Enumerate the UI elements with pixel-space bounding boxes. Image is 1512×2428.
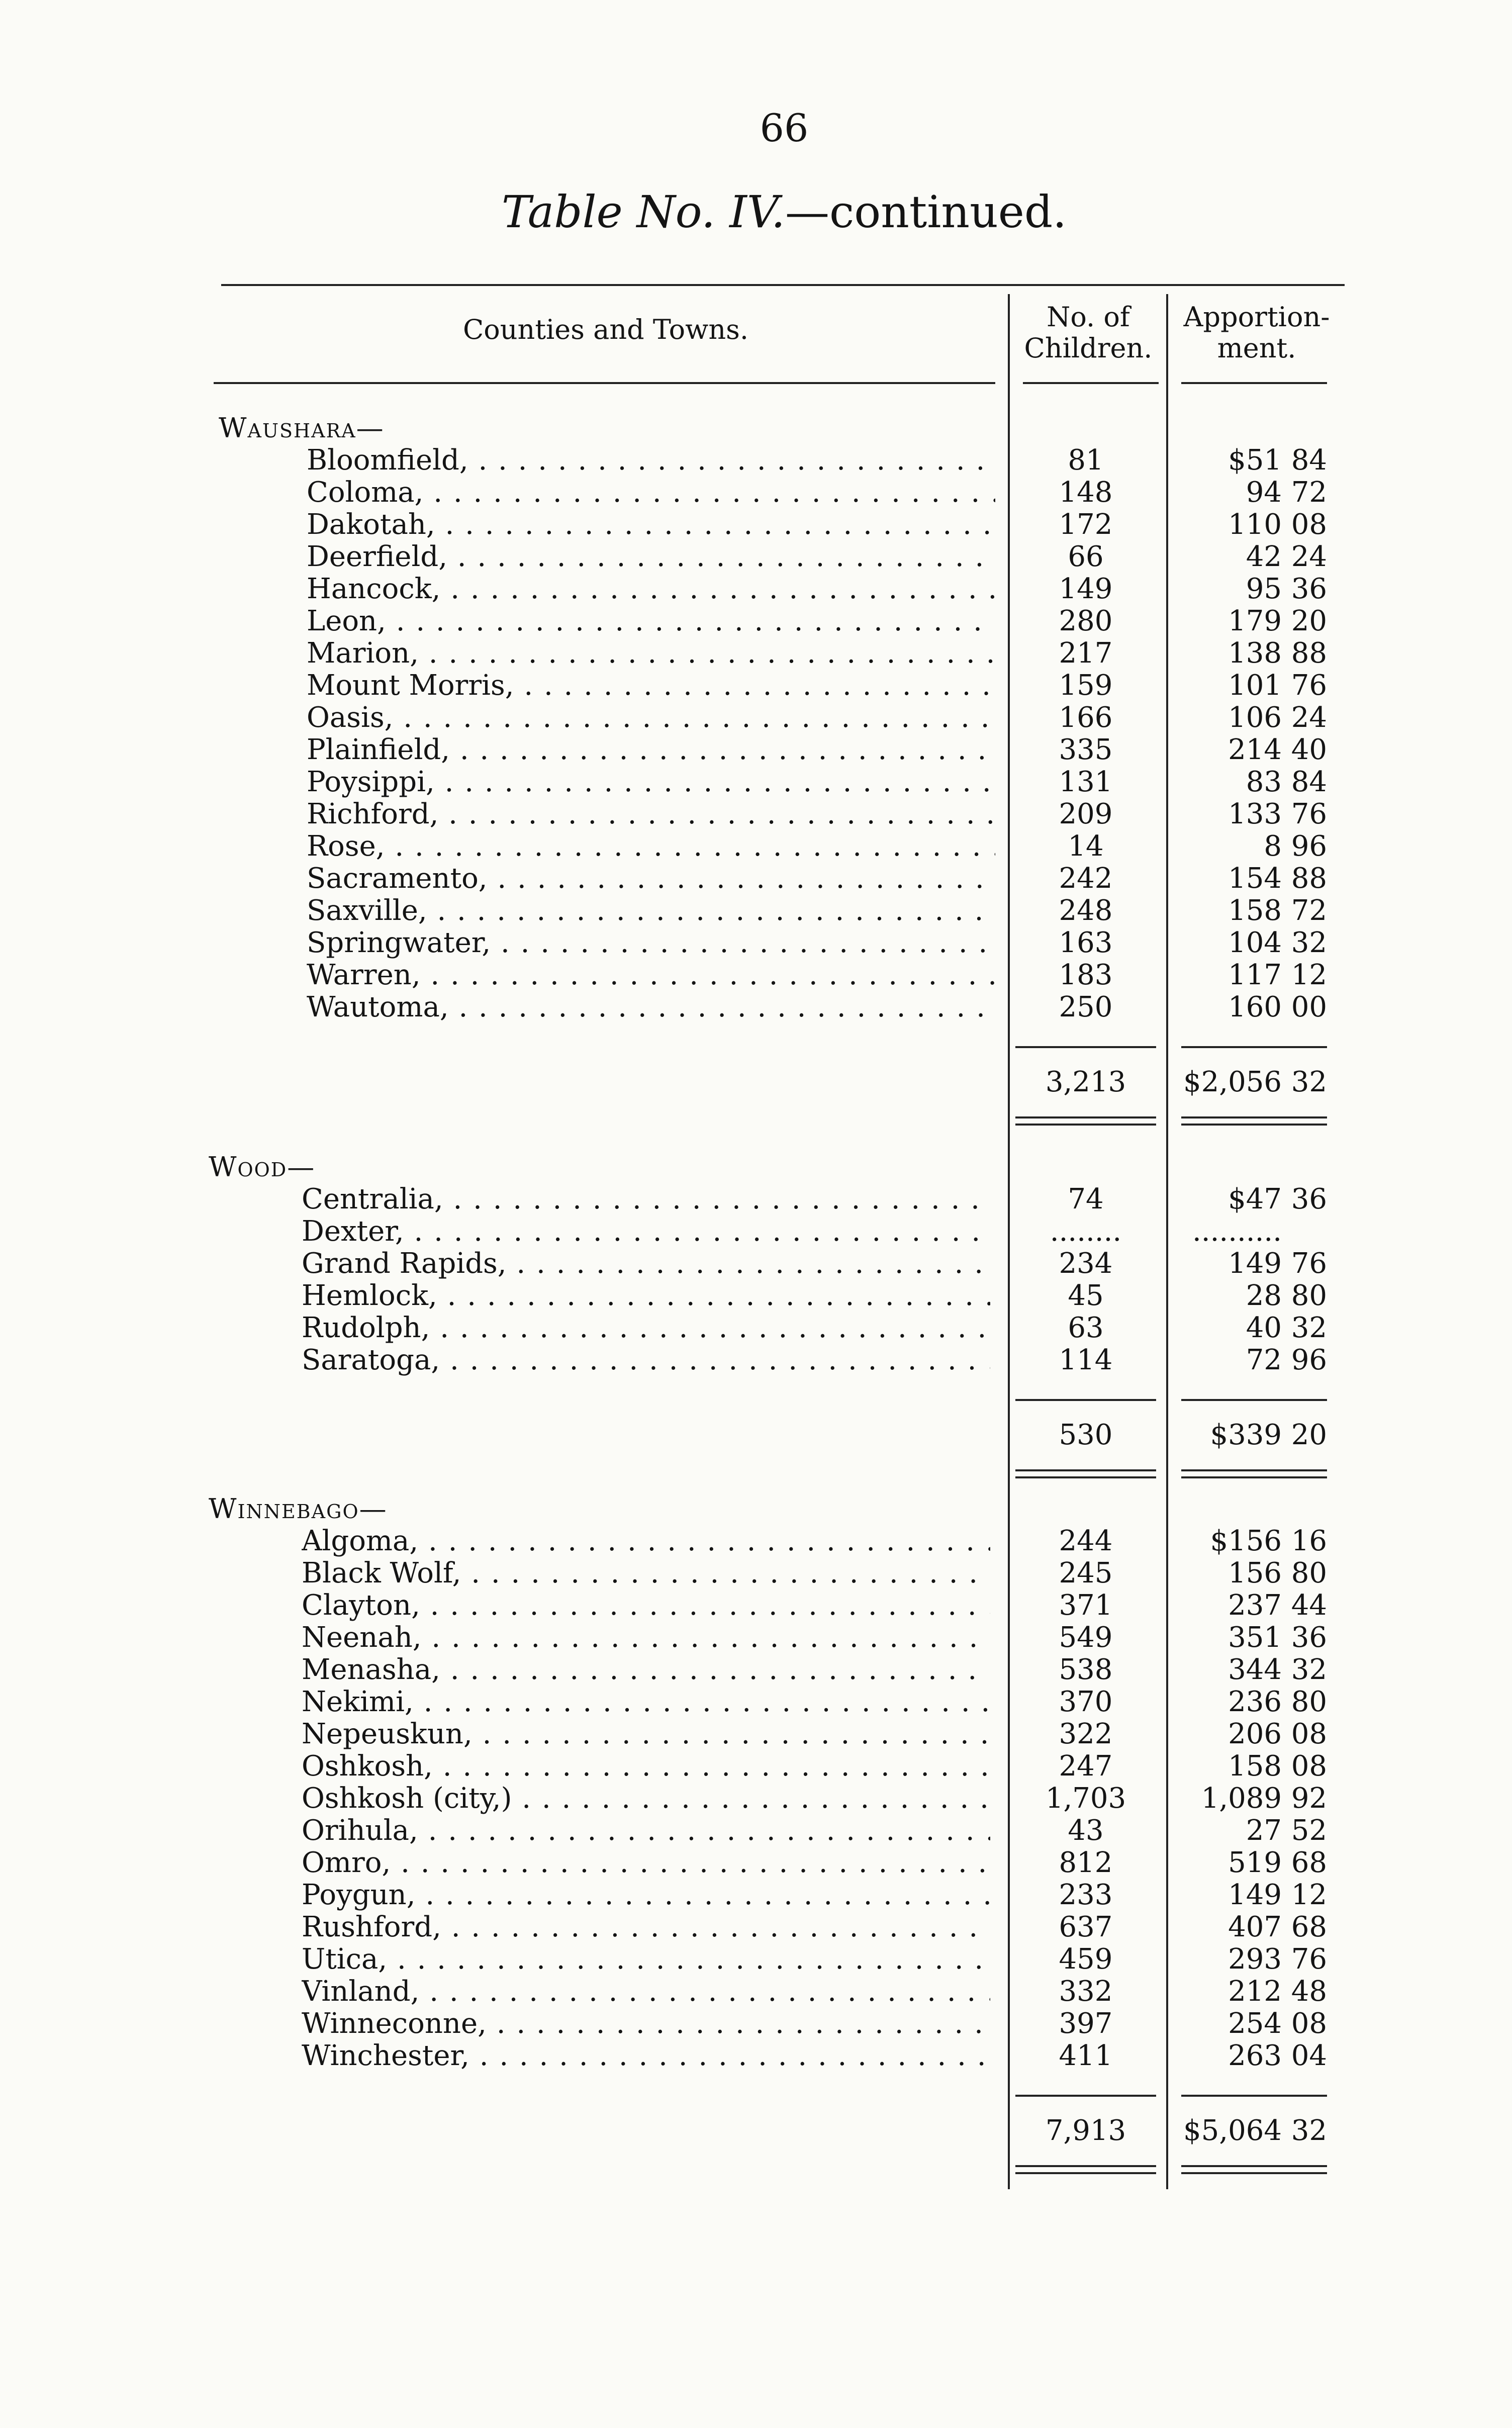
- town-name: [307, 863, 995, 895]
- apportionment-cents: 00: [1291, 991, 1327, 1023]
- table-row: [209, 1911, 1332, 1943]
- town-name: [307, 991, 995, 1023]
- children-count: 217: [1059, 637, 1113, 670]
- apportionment-dollars: 104: [1228, 926, 1282, 959]
- town-name-text: Menasha,: [302, 1654, 440, 1686]
- town-name-text: Winchester,: [302, 2040, 469, 2072]
- town-name-text: Oshkosh (city,): [302, 1783, 512, 1815]
- total-apportionment-cents: 20: [1291, 1419, 1327, 1451]
- apportionment-cents: 16: [1291, 1525, 1327, 1557]
- header-rule-apportionment: [1181, 382, 1327, 384]
- header-children-line2: Children.: [1024, 332, 1153, 364]
- children-count: 242: [1059, 862, 1113, 895]
- subtotal-rule: [1015, 1399, 1156, 1401]
- town-name: [302, 1943, 990, 1976]
- table-title: [0, 186, 1512, 238]
- town-name: [307, 444, 995, 477]
- children-count: 74: [1068, 1183, 1104, 1216]
- apportionment-cents: 96: [1291, 1344, 1327, 1376]
- town-name-text: Poysippi,: [307, 766, 435, 798]
- top-rule: [221, 284, 1345, 286]
- town-name-text: Poygun,: [302, 1879, 416, 1911]
- total-apportionment-dollars: $2,056: [1183, 1066, 1282, 1098]
- town-name-text: Orihula,: [302, 1815, 418, 1847]
- apportionment-cents: 12: [1291, 1879, 1327, 1911]
- children-count: 114: [1059, 1344, 1113, 1376]
- total-double-rule: [1181, 1469, 1327, 1471]
- children-count: 159: [1059, 669, 1113, 702]
- town-name-text: Warren,: [307, 959, 421, 991]
- total-double-rule: [1015, 1469, 1156, 1471]
- apportionment-dollars: 94: [1246, 476, 1282, 509]
- children-count: 397: [1059, 2007, 1113, 2040]
- town-name: [302, 1622, 990, 1654]
- table-row: [209, 477, 1332, 509]
- total-children: 7,913: [1045, 2114, 1126, 2147]
- town-name-text: Vinland,: [302, 1976, 420, 2008]
- apportionment-cents: 32: [1291, 926, 1327, 959]
- apportionment-cents: 48: [1291, 1975, 1327, 2008]
- apportionment-cents: 84: [1291, 766, 1327, 798]
- town-name: [302, 1183, 990, 1216]
- subtotal-rule: [1181, 2095, 1327, 2097]
- town-name: [302, 1525, 990, 1557]
- children-count: 149: [1059, 573, 1113, 605]
- apportionment-cents: 92: [1291, 1782, 1327, 1815]
- children-count: 371: [1059, 1589, 1113, 1622]
- town-name-text: Omro,: [302, 1847, 391, 1879]
- town-name-text: Winneconne,: [302, 2008, 487, 2040]
- town-name: [302, 1216, 990, 1248]
- children-count: 66: [1068, 540, 1104, 573]
- table-row: [209, 1525, 1332, 1557]
- table-row: [209, 444, 1332, 477]
- header-apportionment: [1181, 302, 1332, 364]
- apportionment-cents: 32: [1291, 1312, 1327, 1344]
- children-count: 245: [1059, 1557, 1113, 1590]
- table-row: [209, 1344, 1332, 1376]
- apportionment-cents: 80: [1291, 1279, 1327, 1312]
- table-row: [209, 1280, 1332, 1312]
- children-count: 81: [1068, 444, 1104, 477]
- table-row: [209, 1183, 1332, 1216]
- page-number: 66: [760, 106, 809, 150]
- town-name-text: Springwater,: [307, 927, 491, 959]
- town-name-text: Dexter,: [302, 1216, 404, 1248]
- table-row: [209, 1248, 1332, 1280]
- town-name: [302, 1248, 990, 1280]
- table-row: [209, 1718, 1332, 1750]
- table-row: [209, 1312, 1332, 1344]
- apportionment-dollars: 179: [1228, 605, 1282, 637]
- apportionment-cents: 68: [1291, 1911, 1327, 1943]
- children-count: 322: [1059, 1718, 1113, 1750]
- total-double-rule: [1015, 2172, 1156, 2174]
- children-count: 183: [1059, 959, 1113, 991]
- apportionment-cents: 96: [1291, 830, 1327, 863]
- town-name: [302, 1847, 990, 1879]
- apportionment-dollars: 133: [1228, 798, 1282, 830]
- town-name-text: Leon,: [307, 605, 386, 637]
- town-name-text: Centralia,: [302, 1183, 443, 1216]
- table-row: [209, 1847, 1332, 1879]
- apportionment-dollars: 28: [1246, 1279, 1282, 1312]
- town-name: [307, 670, 995, 702]
- children-count: 43: [1068, 1814, 1104, 1847]
- town-name: [307, 830, 995, 863]
- town-name: [307, 927, 995, 959]
- children-count: 148: [1059, 476, 1113, 509]
- apportionment-dollars: 40: [1246, 1312, 1282, 1344]
- apportionment-cents: 88: [1291, 637, 1327, 670]
- children-count: 166: [1059, 701, 1113, 734]
- table-row: [209, 1686, 1332, 1718]
- town-name: [307, 702, 995, 734]
- total-double-rule: [1181, 2172, 1327, 2174]
- apportionment-dollars: 214: [1228, 733, 1282, 766]
- town-name: [302, 1280, 990, 1312]
- header-counties-and-towns: Counties and Towns.: [462, 314, 749, 345]
- town-name: [302, 2008, 990, 2040]
- apportionment-dollars: 519: [1228, 1846, 1282, 1879]
- apportionment-cents: 72: [1291, 476, 1327, 509]
- apportionment-dollars: 149: [1228, 1247, 1282, 1280]
- apportionment-cents: 76: [1291, 1247, 1327, 1280]
- town-name: [307, 637, 995, 670]
- town-name-text: Rose,: [307, 830, 385, 863]
- children-count: 244: [1059, 1525, 1113, 1557]
- header-apportionment-line1: Apportion-: [1183, 301, 1330, 333]
- town-name-text: Utica,: [302, 1943, 388, 1976]
- table-row: [209, 702, 1332, 734]
- apportionment-dollars: 8: [1264, 830, 1282, 863]
- table-row: [209, 734, 1332, 766]
- apportionment-cents: 72: [1291, 894, 1327, 927]
- column-rule: [1008, 294, 1010, 2189]
- table-row: [209, 895, 1332, 927]
- town-name-text: Bloomfield,: [307, 444, 468, 477]
- town-name: [302, 1654, 990, 1686]
- apportionment-cents: 24: [1291, 540, 1327, 573]
- apportionment-dollars: 1,089: [1201, 1782, 1282, 1815]
- apportionment-dollars: 237: [1228, 1589, 1282, 1622]
- total-double-rule: [1015, 1124, 1156, 1126]
- town-name-text: Nekimi,: [302, 1686, 414, 1718]
- apportionment-cents: 80: [1291, 1557, 1327, 1590]
- children-count: 335: [1059, 733, 1113, 766]
- table-row: [209, 637, 1332, 670]
- apportionment-cents: 08: [1291, 1750, 1327, 1783]
- apportionment-dollars: 149: [1228, 1879, 1282, 1911]
- table-row: [209, 2040, 1332, 2072]
- table-row: [209, 670, 1332, 702]
- total-apportionment-dollars: $339: [1210, 1419, 1282, 1451]
- town-name-text: Clayton,: [302, 1590, 420, 1622]
- apportionment-dollars: 154: [1228, 862, 1282, 895]
- children-count: 233: [1059, 1879, 1113, 1911]
- apportionment-dollars: 42: [1246, 540, 1282, 573]
- apportionment-cents: 76: [1291, 798, 1327, 830]
- town-name-text: Coloma,: [307, 477, 424, 509]
- total-double-rule: [1181, 1124, 1327, 1126]
- town-name: [307, 959, 995, 991]
- town-name-text: Nepeuskun,: [302, 1718, 472, 1750]
- children-count: 370: [1059, 1686, 1113, 1718]
- town-name: [302, 1344, 990, 1376]
- header-rule-children: [1023, 382, 1159, 384]
- table-row: [209, 509, 1332, 541]
- town-name: [307, 573, 995, 605]
- apportionment-dollars: 344: [1228, 1653, 1282, 1686]
- town-name: [307, 509, 995, 541]
- children-count: 248: [1059, 894, 1113, 927]
- total-apportionment-cents: 32: [1291, 1066, 1327, 1098]
- apportionment-dollars: 83: [1246, 766, 1282, 798]
- total-double-rule: [1015, 1476, 1156, 1478]
- subtotal-rule: [1181, 1399, 1327, 1401]
- town-name-text: Oasis,: [307, 702, 394, 734]
- table-row: [209, 959, 1332, 991]
- total-children: 3,213: [1045, 1066, 1126, 1098]
- apportionment-dollars: 138: [1228, 637, 1282, 670]
- table-row: [209, 927, 1332, 959]
- apportionment-cents: 36: [1291, 573, 1327, 605]
- town-name-text: Richford,: [307, 798, 439, 830]
- town-name-text: Hancock,: [307, 573, 441, 605]
- children-count: 45: [1068, 1279, 1104, 1312]
- table-row: [209, 573, 1332, 605]
- apportionment-cents: 40: [1291, 733, 1327, 766]
- table-row: [209, 2008, 1332, 2040]
- table-row: [209, 1590, 1332, 1622]
- apportionment-dollars: 263: [1228, 2039, 1282, 2072]
- apportionment-cents: 12: [1291, 959, 1327, 991]
- children-count: 538: [1059, 1653, 1113, 1686]
- town-name-text: Sacramento,: [307, 863, 488, 895]
- table-row: [209, 541, 1332, 573]
- town-name: [307, 605, 995, 637]
- subtotal-rule: [1015, 2095, 1156, 2097]
- apportionment-dollars: 117: [1228, 959, 1282, 991]
- header-rule-counties: [214, 382, 995, 384]
- table-row: [209, 1943, 1332, 1976]
- apportionment-dollars: 206: [1228, 1718, 1282, 1750]
- town-name: [307, 895, 995, 927]
- town-name-text: Grand Rapids,: [302, 1248, 507, 1280]
- children-count: 250: [1059, 991, 1113, 1023]
- total-double-rule: [1181, 1476, 1327, 1478]
- town-name: [302, 1312, 990, 1344]
- town-name: [302, 1750, 990, 1783]
- town-name: [302, 1590, 990, 1622]
- children-count: 1,703: [1045, 1782, 1126, 1815]
- apportionment-dollars: 158: [1228, 1750, 1282, 1783]
- children-count: 234: [1059, 1247, 1113, 1280]
- apportionment-cents: 36: [1291, 1183, 1327, 1216]
- apportionment-cents: 68: [1291, 1846, 1327, 1879]
- header-apportionment-line2: ment.: [1217, 332, 1296, 364]
- children-count: ........: [1050, 1215, 1122, 1248]
- children-count: 63: [1068, 1312, 1104, 1344]
- total-double-rule: [1015, 2165, 1156, 2167]
- town-name-text: Mount Morris,: [307, 670, 514, 702]
- apportionment-dollars: ..........: [1192, 1215, 1282, 1248]
- apportionment-dollars: 158: [1228, 894, 1282, 927]
- children-count: 131: [1059, 766, 1113, 798]
- apportionment-cents: 80: [1291, 1686, 1327, 1718]
- table-row: [209, 1750, 1332, 1783]
- total-apportionment-dollars: $5,064: [1183, 2114, 1282, 2147]
- children-count: 637: [1059, 1911, 1113, 1943]
- town-name: [307, 798, 995, 830]
- apportionment-dollars: 212: [1228, 1975, 1282, 2008]
- apportionment-dollars: 351: [1228, 1621, 1282, 1654]
- town-name: [302, 1976, 990, 2008]
- town-name-text: Black Wolf,: [302, 1557, 461, 1590]
- apportionment-dollars: 72: [1246, 1344, 1282, 1376]
- children-count: 459: [1059, 1943, 1113, 1976]
- county-heading: Winnebago—: [209, 1493, 388, 1525]
- table-row: [209, 1976, 1332, 2008]
- apportionment-cents: 08: [1291, 1718, 1327, 1750]
- table-title-main: Table No. IV.: [501, 186, 785, 238]
- table-row: [209, 1815, 1332, 1847]
- town-name-text: Wautoma,: [307, 991, 449, 1023]
- town-name-text: Rushford,: [302, 1911, 441, 1943]
- header-children-line1: No. of: [1047, 301, 1130, 333]
- town-name-text: Dakotah,: [307, 509, 435, 541]
- subtotal-rule: [1015, 1046, 1156, 1048]
- apportionment-cents: 44: [1291, 1589, 1327, 1622]
- apportionment-dollars: $51: [1228, 444, 1282, 477]
- column-rule: [1166, 294, 1168, 2189]
- table-row: [209, 1622, 1332, 1654]
- children-count: 332: [1059, 1975, 1113, 2008]
- apportionment-cents: 04: [1291, 2039, 1327, 2072]
- apportionment-dollars: 407: [1228, 1911, 1282, 1943]
- apportionment-cents: 84: [1291, 444, 1327, 477]
- table-row: [209, 1879, 1332, 1911]
- table-title-suffix: —continued.: [785, 186, 1067, 238]
- town-name: [307, 477, 995, 509]
- table-row: [209, 605, 1332, 637]
- apportionment-cents: 24: [1291, 701, 1327, 734]
- apportionment-cents: 88: [1291, 862, 1327, 895]
- town-name: [302, 1686, 990, 1718]
- town-name-text: Saxville,: [307, 895, 427, 927]
- table-row: [209, 1783, 1332, 1815]
- town-name-text: Plainfield,: [307, 734, 450, 766]
- town-name: [307, 734, 995, 766]
- town-name-text: Hemlock,: [302, 1280, 437, 1312]
- town-name-text: Rudolph,: [302, 1312, 430, 1344]
- children-count: 209: [1059, 798, 1113, 830]
- children-count: 247: [1059, 1750, 1113, 1783]
- total-double-rule: [1181, 2165, 1327, 2167]
- apportionment-dollars: 27: [1246, 1814, 1282, 1847]
- apportionment-cents: 08: [1291, 508, 1327, 541]
- town-name: [302, 1879, 990, 1911]
- apportionment-dollars: 101: [1228, 669, 1282, 702]
- apportionment-dollars: 293: [1228, 1943, 1282, 1976]
- town-name-text: Algoma,: [302, 1525, 419, 1557]
- table-row: [209, 830, 1332, 863]
- table-row: [209, 1557, 1332, 1590]
- town-name: [302, 1718, 990, 1750]
- table-row: [209, 798, 1332, 830]
- town-name: [307, 766, 995, 798]
- subtotal-rule: [1181, 1046, 1327, 1048]
- apportionment-dollars: 95: [1246, 573, 1282, 605]
- apportionment-dollars: 254: [1228, 2007, 1282, 2040]
- apportionment-dollars: 160: [1228, 991, 1282, 1023]
- town-name: [302, 1815, 990, 1847]
- total-double-rule: [1015, 1116, 1156, 1118]
- total-double-rule: [1181, 1116, 1327, 1118]
- children-count: 14: [1068, 830, 1104, 863]
- children-count: 549: [1059, 1621, 1113, 1654]
- county-heading: Waushara—: [219, 412, 385, 444]
- apportionment-dollars: 236: [1228, 1686, 1282, 1718]
- apportionment-cents: 36: [1291, 1621, 1327, 1654]
- apportionment-cents: 76: [1291, 669, 1327, 702]
- apportionment-dollars: $47: [1228, 1183, 1282, 1216]
- town-name-text: Neenah,: [302, 1622, 422, 1654]
- children-count: 280: [1059, 605, 1113, 637]
- apportionment-dollars: 156: [1228, 1557, 1282, 1590]
- table-row: [209, 863, 1332, 895]
- children-count: 411: [1059, 2039, 1113, 2072]
- table-row: [209, 1216, 1332, 1248]
- town-name: [302, 1557, 990, 1590]
- town-name: [307, 541, 995, 573]
- apportionment-cents: 32: [1291, 1653, 1327, 1686]
- apportionment-table: [209, 284, 1332, 2207]
- apportionment-dollars: 110: [1228, 508, 1282, 541]
- children-count: 163: [1059, 926, 1113, 959]
- county-heading: Wood—: [209, 1151, 316, 1183]
- total-apportionment-cents: 32: [1291, 2114, 1327, 2147]
- town-name-text: Marion,: [307, 637, 419, 670]
- apportionment-cents: 08: [1291, 2007, 1327, 2040]
- apportionment-dollars: $156: [1210, 1525, 1282, 1557]
- town-name: [302, 1911, 990, 1943]
- total-children: 530: [1059, 1419, 1113, 1451]
- children-count: 172: [1059, 508, 1113, 541]
- town-name: [302, 1783, 990, 1815]
- town-name: [302, 2040, 990, 2072]
- table-row: [209, 991, 1332, 1023]
- apportionment-cents: 20: [1291, 605, 1327, 637]
- table-row: [209, 766, 1332, 798]
- header-no-of-children: [1013, 302, 1164, 364]
- apportionment-dollars: 106: [1228, 701, 1282, 734]
- town-name-text: Deerfield,: [307, 541, 447, 573]
- table-row: [209, 1654, 1332, 1686]
- children-count: 812: [1059, 1846, 1113, 1879]
- town-name-text: Saratoga,: [302, 1344, 440, 1376]
- town-name-text: Oshkosh,: [302, 1750, 433, 1783]
- apportionment-cents: 76: [1291, 1943, 1327, 1976]
- apportionment-cents: 52: [1291, 1814, 1327, 1847]
